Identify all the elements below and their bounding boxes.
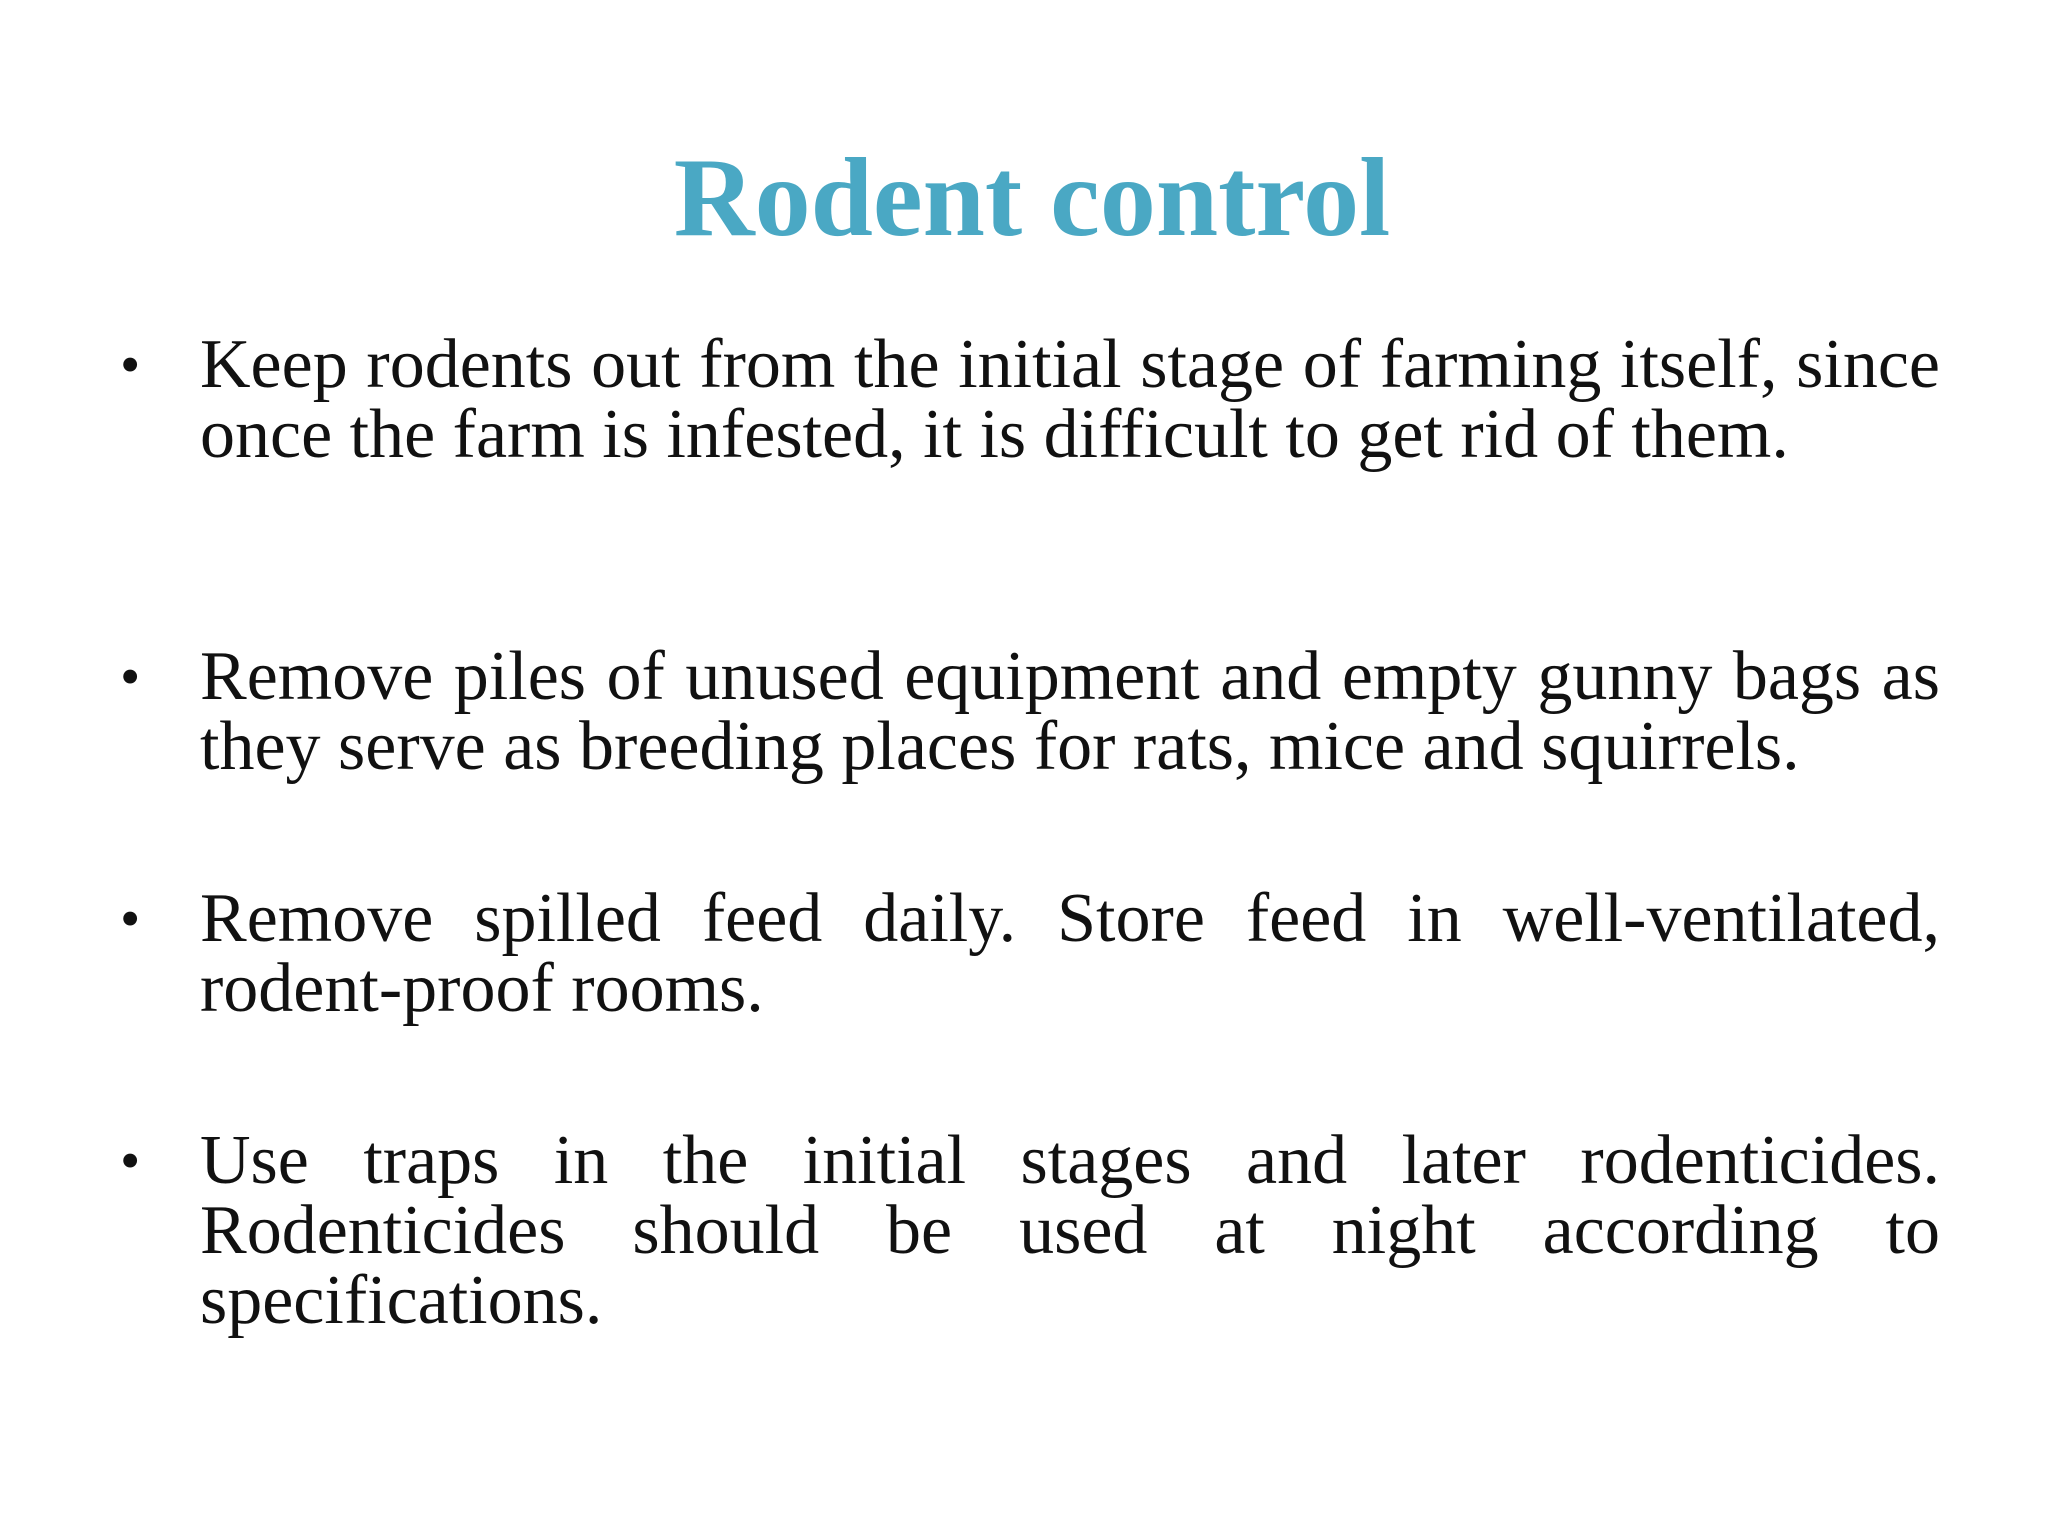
bullet-item	[120, 326, 1940, 473]
slide-title: Rodent control	[673, 136, 1391, 260]
bullet-item	[120, 1122, 1940, 1339]
bullet-text: Remove spilled feed daily. Store feed in well-ventilated, rodent-proof rooms.	[200, 880, 1940, 1027]
bullet-icon: •	[120, 886, 141, 951]
bullet-text: Use traps in the initial stages and later rodenticides. Rodenticides should be used at night according to specifications.	[200, 1122, 1940, 1339]
bullet-text: Remove piles of unused equipment and empty gunny bags as they serve as breeding places for rats, mice and squirrels.	[200, 638, 1940, 785]
bullet-text: Keep rodents out from the initial stage of farming itself, since once the farm is infested, it is difficult to get rid of them.	[200, 326, 1940, 473]
bullet-icon: •	[120, 1128, 141, 1193]
bullet-icon: •	[120, 644, 141, 709]
bullet-item	[120, 880, 1940, 1027]
bullet-item	[120, 638, 1940, 785]
bullet-icon: •	[120, 332, 141, 397]
